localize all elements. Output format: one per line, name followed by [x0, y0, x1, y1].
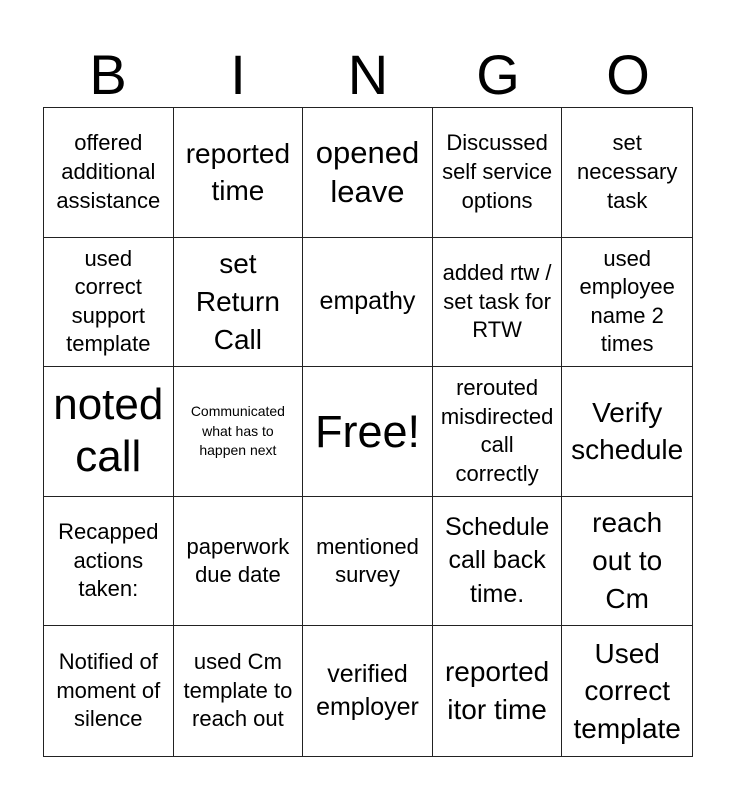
- bingo-cell: empathy: [303, 238, 433, 368]
- header-letter-i: I: [230, 43, 246, 106]
- bingo-cell: set necessary task: [562, 108, 692, 238]
- header-letter-o: O: [606, 43, 650, 106]
- bingo-cell: added rtw / set task for RTW: [433, 238, 563, 368]
- bingo-cell: opened leave: [303, 108, 433, 238]
- bingo-cell: rerouted misdirected call correctly: [433, 367, 563, 497]
- bingo-cell: offered additional assistance: [44, 108, 174, 238]
- bingo-cell: mentioned survey: [303, 497, 433, 627]
- bingo-cell: reported itor time: [433, 626, 563, 756]
- bingo-cell: Schedule call back time.: [433, 497, 563, 627]
- bingo-cell: Discussed self service options: [433, 108, 563, 238]
- bingo-cell: used correct support template: [44, 238, 174, 368]
- bingo-cell: reach out to Cm: [562, 497, 692, 627]
- bingo-cell: used employee name 2 times: [562, 238, 692, 368]
- header-letter-n: N: [347, 43, 389, 106]
- header-letter-b: B: [89, 43, 127, 106]
- bingo-board: [43, 107, 693, 757]
- bingo-header: [43, 42, 693, 108]
- bingo-cell: Used correct template: [573, 637, 681, 745]
- bingo-cell: Notified of moment of silence: [44, 626, 174, 756]
- bingo-cell-free: Free!: [303, 367, 433, 497]
- header-letter-g: G: [476, 43, 520, 106]
- bingo-cell: used Cm template to reach out: [174, 626, 304, 756]
- bingo-cell: Recapped actions taken:: [44, 497, 174, 627]
- bingo-cell: verified employer: [303, 626, 433, 756]
- bingo-cell: reported time: [174, 108, 304, 238]
- bingo-cell: Verify schedule: [562, 367, 692, 497]
- bingo-cell: Communicated what has to happen next: [174, 367, 304, 497]
- bingo-cell: noted call: [44, 367, 174, 497]
- bingo-cell: paperwork due date: [174, 497, 304, 627]
- bingo-cell: set Return Call: [174, 238, 304, 368]
